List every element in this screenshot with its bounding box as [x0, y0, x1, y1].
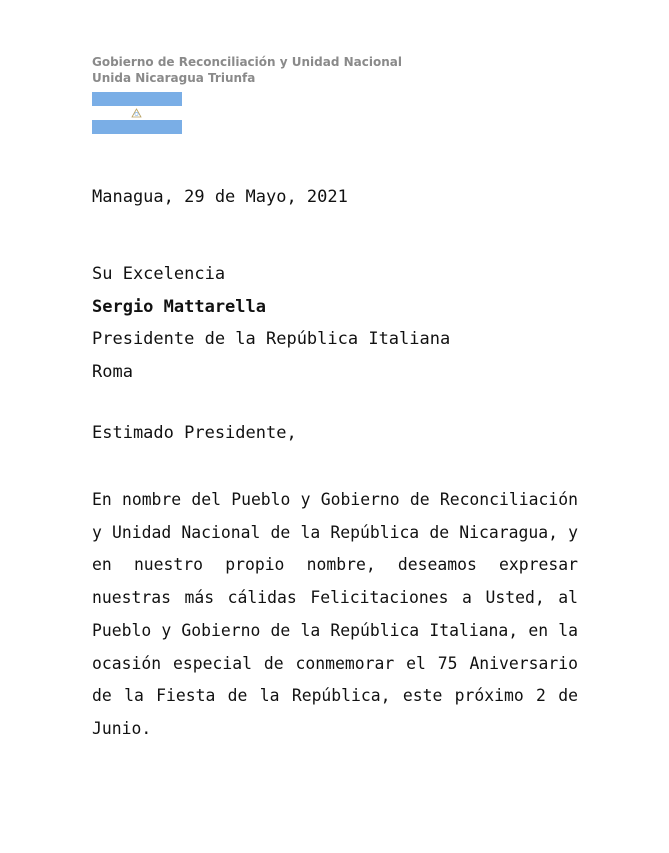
letter-salutation: Estimado Presidente,: [92, 423, 297, 443]
coat-of-arms-icon: [131, 108, 142, 118]
letterhead: [92, 54, 402, 86]
flag-middle-band: [92, 106, 182, 120]
addressee-honorific: Su Excelencia: [92, 264, 226, 284]
addressee-block: [92, 258, 578, 388]
letter-body: En nombre del Pueblo y Gobierno de Reconciliación y Unidad Nacional de la República de Nicaragua, y en nuestro propio nombre, deseamos expresar nuestras más cálidas Felicitaciones a Usted, al Pueblo y Gobierno de la República Italiana, en la ocasión especial de conmemorar el 75 Aniversario de la Fiesta de la República, este próximo 2 de Junio.: [92, 490, 578, 738]
letterhead-slogan: Unida Nicaragua Triunfa: [92, 71, 256, 85]
addressee-title: Presidente de la República Italiana: [92, 329, 451, 349]
flag-top-band: [92, 92, 182, 106]
nicaragua-flag-icon: [92, 92, 182, 134]
letter-date: Managua, 29 de Mayo, 2021: [92, 187, 348, 207]
letterhead-government-name: Gobierno de Reconciliación y Unidad Nacional: [92, 55, 402, 69]
addressee-name: Sergio Mattarella: [92, 296, 266, 317]
flag-bottom-band: [92, 120, 182, 134]
addressee-city: Roma: [92, 361, 133, 382]
